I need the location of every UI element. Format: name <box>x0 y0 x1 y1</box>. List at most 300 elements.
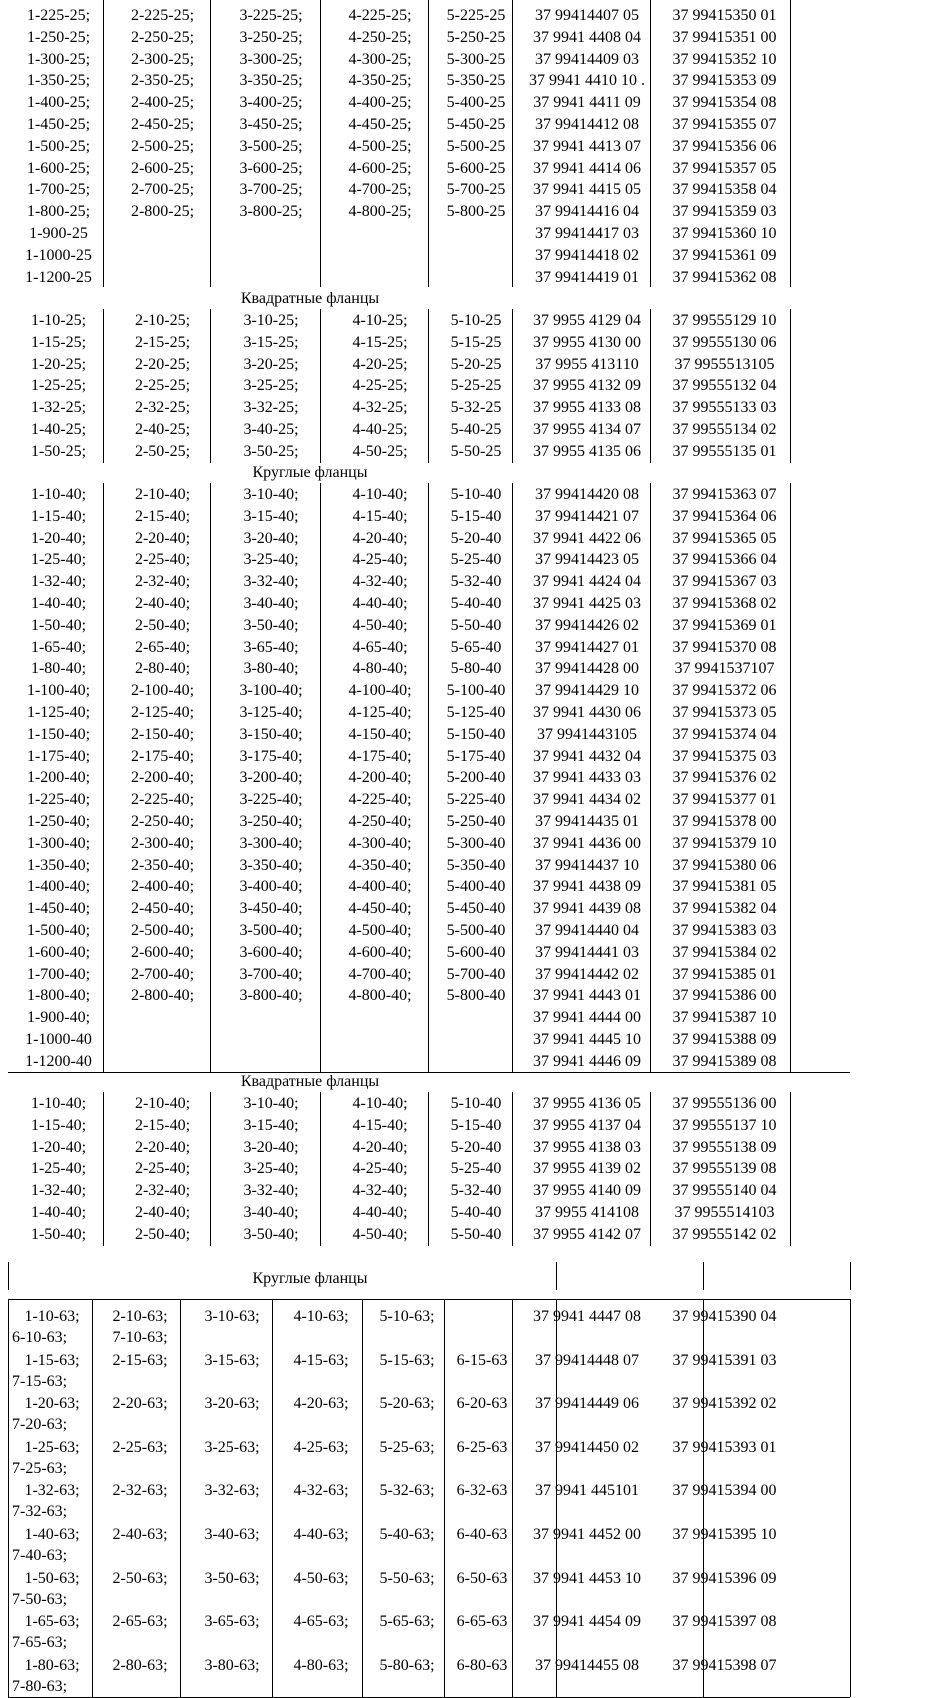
code-cell: 37 99555138 09 <box>672 1138 777 1156</box>
designation-cell: 3-125-40; <box>239 704 303 721</box>
designation-cell: 5-65-63; <box>379 1613 435 1631</box>
designation-cell: 2-20-40; <box>134 529 191 547</box>
code-cell: 37 99415395 10 <box>672 1526 777 1543</box>
designation-cell: 3-20-40; <box>243 1138 299 1156</box>
code-cell: 37 9955 4134 07 <box>533 421 641 438</box>
designation-cell: 2-32-40; <box>134 1182 191 1200</box>
designation-cell: 4-800-40; <box>348 987 412 1005</box>
designation-cell: 4-500-40; <box>348 922 412 939</box>
designation-cell: 4-40-25; <box>352 421 408 438</box>
designation-cell: 5-450-25 <box>446 116 506 133</box>
designation-cell: 3-300-40; <box>239 834 303 852</box>
designation-cell: 5-25-25 <box>450 377 502 395</box>
designation-cell: 4-225-25; <box>348 7 412 24</box>
code-cell: 37 99414455 08 <box>535 1656 639 1674</box>
code-cell: 37 99415393 01 <box>672 1438 777 1456</box>
designation-cell: 1-20-63; <box>24 1395 80 1413</box>
designation-cell: 2-15-40; <box>134 1116 191 1134</box>
designation-cell: 4-25-63; <box>293 1438 349 1456</box>
code-cell: 37 99415382 04 <box>672 900 777 918</box>
designation-cell: 2-10-63; <box>112 1308 168 1325</box>
column-rule <box>444 1299 445 1697</box>
designation-cell: 4-25-40; <box>352 1160 408 1178</box>
designation-cell: 4-175-40; <box>348 747 412 765</box>
designation-cell: 2-25-63; <box>112 1438 168 1456</box>
designation-cell: 3-250-40; <box>239 813 303 830</box>
designation-cell: 5-32-40 <box>450 573 502 591</box>
designation-cell: 3-32-40; <box>243 573 299 591</box>
code-cell: 37 99414442 02 <box>535 965 639 983</box>
designation-cell: 6-65-63 <box>456 1613 508 1631</box>
code-cell: 37 99555129 10 <box>672 312 777 329</box>
code-cell: 37 99414419 01 <box>535 268 639 286</box>
designation-cell: 5-600-40 <box>446 943 506 961</box>
section-title: Круглые фланцы <box>252 1270 368 1287</box>
code-cell: 37 99415394 00 <box>672 1482 777 1500</box>
code-cell: 37 9955 4142 07 <box>533 1225 641 1243</box>
code-cell: 37 99415388 09 <box>672 1031 777 1048</box>
designation-cell: 6-80-63 <box>456 1656 508 1674</box>
designation-cell: 4-450-25; <box>348 116 412 133</box>
designation-cell: 4-20-40; <box>352 529 408 547</box>
designation-cell: 5-40-40 <box>450 595 502 612</box>
designation-cell: 5-100-40 <box>446 682 506 700</box>
designation-cell: 5-800-25 <box>446 203 506 221</box>
designation-cell: 1-15-63; <box>24 1351 80 1369</box>
designation-cell: 2-50-25; <box>134 442 191 460</box>
code-cell: 37 99415391 03 <box>672 1351 777 1369</box>
code-cell: 37 9941 4445 10 <box>533 1031 641 1048</box>
designation-cell: 5-20-25 <box>450 355 502 373</box>
designation-cell: 2-600-25; <box>130 159 195 177</box>
code-cell: 37 99414423 05 <box>535 551 639 569</box>
section-title: Квадратные фланцы <box>240 1073 380 1090</box>
designation-cell: 3-32-63; <box>204 1482 260 1500</box>
designation-cell: 3-80-40; <box>243 660 299 678</box>
designation-cell: 1-50-40; <box>30 616 87 634</box>
designation-cell: 3-800-25; <box>239 203 303 221</box>
designation-cell: 1-1200-25 <box>25 268 92 286</box>
designation-cell: 5-225-40 <box>446 791 506 809</box>
designation-cell: 3-350-25; <box>239 72 303 90</box>
designation-cell: 2-80-63; <box>112 1656 168 1674</box>
code-cell: 37 9941 4444 00 <box>533 1009 641 1027</box>
designation-cell: 5-500-25 <box>446 137 506 155</box>
designation-cell: 5-300-25 <box>446 50 506 68</box>
designation-cell: 5-225-25 <box>446 7 506 24</box>
designation-cell: 7-25-63; <box>12 1459 68 1477</box>
designation-cell: 1-32-40; <box>30 1182 87 1200</box>
designation-cell: 3-65-40; <box>243 638 299 656</box>
designation-cell: 2-25-40; <box>134 551 191 569</box>
column-rule <box>512 1092 513 1246</box>
designation-cell: 7-32-63; <box>12 1503 68 1521</box>
designation-cell: 5-250-25 <box>446 28 506 46</box>
designation-cell: 3-15-63; <box>204 1351 260 1369</box>
designation-cell: 5-10-40 <box>450 486 502 503</box>
designation-cell: 2-10-25; <box>134 312 191 329</box>
column-rule <box>8 1262 9 1290</box>
designation-cell: 2-450-40; <box>130 900 195 918</box>
column-rule <box>512 1299 513 1697</box>
code-cell: 37 99415356 06 <box>672 137 777 155</box>
designation-cell: 3-50-25; <box>243 442 299 460</box>
designation-cell: 1-400-25; <box>26 94 91 112</box>
designation-cell: 4-300-25; <box>348 50 412 68</box>
designation-cell: 4-40-40; <box>352 1204 408 1221</box>
designation-cell: 3-350-40; <box>239 856 303 874</box>
designation-cell: 4-150-40; <box>348 725 412 743</box>
designation-cell: 2-50-40; <box>134 1225 191 1243</box>
code-cell: 37 99415362 08 <box>672 268 777 286</box>
designation-cell: 1-125-40; <box>26 704 91 721</box>
designation-cell: 3-15-40; <box>243 507 299 525</box>
designation-cell: 3-200-40; <box>239 769 303 787</box>
designation-cell: 3-25-63; <box>204 1438 260 1456</box>
code-cell: 37 9941 4430 06 <box>533 704 641 721</box>
code-cell: 37 99415389 08 <box>672 1052 777 1070</box>
code-cell: 37 99415380 06 <box>672 856 777 874</box>
designation-cell: 5-32-63; <box>379 1482 435 1500</box>
designation-cell: 3-450-25; <box>239 116 303 133</box>
column-rule <box>650 0 651 287</box>
column-rule <box>210 0 211 287</box>
designation-cell: 1-25-40; <box>30 551 87 569</box>
designation-cell: 4-32-25; <box>352 399 408 417</box>
code-cell: 37 99414407 05 <box>535 7 639 24</box>
designation-cell: 5-10-25 <box>450 312 502 329</box>
code-cell: 37 99415366 04 <box>672 551 777 569</box>
code-cell: 37 9955 4132 09 <box>533 377 641 395</box>
designation-cell: 1-20-25; <box>30 355 87 373</box>
designation-cell: 2-500-25; <box>130 137 195 155</box>
designation-cell: 2-700-25; <box>130 181 195 199</box>
code-cell: 37 99415352 10 <box>672 50 777 68</box>
designation-cell: 3-50-63; <box>204 1569 260 1587</box>
designation-cell: 2-65-63; <box>112 1613 168 1631</box>
designation-cell: 1-15-40; <box>30 1116 87 1134</box>
designation-cell: 5-250-40 <box>446 813 506 830</box>
column-rule <box>272 1299 273 1697</box>
designation-cell: 1-150-40; <box>26 725 91 743</box>
code-cell: 37 9941 4446 09 <box>533 1052 641 1070</box>
code-cell: 37 99415365 05 <box>672 529 777 547</box>
code-cell: 37 99555142 02 <box>672 1225 777 1243</box>
designation-cell: 3-20-40; <box>243 529 299 547</box>
designation-cell: 1-800-25; <box>26 203 91 221</box>
designation-cell: 3-40-63; <box>204 1526 260 1543</box>
designation-cell: 6-10-63; <box>12 1329 68 1346</box>
designation-cell: 4-800-25; <box>348 203 412 221</box>
designation-cell: 2-225-25; <box>130 7 195 24</box>
designation-cell: 3-10-25; <box>243 312 299 329</box>
designation-cell: 1-300-25; <box>26 50 91 68</box>
designation-cell: 2-40-40; <box>134 595 191 612</box>
column-rule <box>790 483 791 1072</box>
code-cell: 37 99555133 03 <box>672 399 777 417</box>
designation-cell: 2-300-25; <box>130 50 195 68</box>
designation-cell: 3-80-63; <box>204 1656 260 1674</box>
designation-cell: 5-25-40 <box>450 551 502 569</box>
code-cell: 37 9941537107 <box>674 660 775 678</box>
code-cell: 37 99415360 10 <box>672 225 777 242</box>
designation-cell: 1-32-40; <box>30 573 87 591</box>
designation-cell: 2-20-25; <box>134 355 191 373</box>
designation-cell: 5-80-63; <box>379 1656 435 1674</box>
code-cell: 37 99414428 00 <box>535 660 639 678</box>
code-cell: 37 9941 4425 03 <box>533 595 641 612</box>
code-cell: 37 9941 4432 04 <box>533 747 641 765</box>
designation-cell: 4-20-25; <box>352 355 408 373</box>
code-cell: 37 99415386 00 <box>672 987 777 1005</box>
designation-cell: 4-50-25; <box>352 442 408 460</box>
code-cell: 37 99415367 03 <box>672 573 777 591</box>
designation-cell: 2-250-25; <box>130 28 195 46</box>
code-cell: 37 9941 4434 02 <box>533 791 641 809</box>
designation-cell: 3-300-25; <box>239 50 303 68</box>
code-cell: 37 9941 4424 04 <box>533 573 641 591</box>
designation-cell: 2-15-40; <box>134 507 191 525</box>
designation-cell: 5-300-40 <box>446 834 506 852</box>
designation-cell: 5-15-63; <box>379 1351 435 1369</box>
column-rule <box>8 1299 9 1697</box>
designation-cell: 2-350-25; <box>130 72 195 90</box>
designation-cell: 1-225-25; <box>26 7 91 24</box>
code-cell: 37 9941443105 <box>537 725 637 743</box>
code-cell: 37 9941 4453 10 <box>533 1569 641 1587</box>
designation-cell: 2-600-40; <box>130 943 195 961</box>
code-cell: 37 99414435 01 <box>535 813 639 830</box>
designation-cell: 2-40-40; <box>134 1204 191 1221</box>
designation-cell: 5-400-40 <box>446 878 506 896</box>
designation-cell: 2-400-40; <box>130 878 195 896</box>
code-cell: 37 9955 413110 <box>535 355 639 373</box>
designation-cell: 1-80-40; <box>30 660 87 678</box>
designation-cell: 4-125-40; <box>348 704 412 721</box>
designation-cell: 1-80-63; <box>24 1656 80 1674</box>
designation-cell: 7-80-63; <box>12 1677 68 1695</box>
designation-cell: 1-1000-25 <box>25 246 92 264</box>
code-cell: 37 99415383 03 <box>672 922 777 939</box>
designation-cell: 1-32-25; <box>30 399 87 417</box>
designation-cell: 2-15-25; <box>134 333 191 351</box>
designation-cell: 4-200-40; <box>348 769 412 787</box>
code-cell: 37 99414418 02 <box>535 246 639 264</box>
designation-cell: 4-32-40; <box>352 573 408 591</box>
designation-cell: 7-20-63; <box>12 1416 68 1434</box>
designation-cell: 2-10-40; <box>134 1095 191 1112</box>
designation-cell: 1-250-25; <box>26 28 91 46</box>
column-rule <box>512 483 513 1072</box>
designation-cell: 4-15-40; <box>352 1116 408 1134</box>
column-rule <box>556 1262 557 1290</box>
designation-cell: 3-450-40; <box>239 900 303 918</box>
designation-cell: 5-350-25 <box>446 72 506 90</box>
designation-cell: 1-300-40; <box>26 834 91 852</box>
designation-cell: 4-32-40; <box>352 1182 408 1200</box>
designation-cell: 1-50-63; <box>24 1569 80 1587</box>
designation-cell: 5-32-25 <box>450 399 502 417</box>
designation-cell: 2-400-25; <box>130 94 195 112</box>
designation-cell: 2-125-40; <box>130 704 195 721</box>
code-cell: 37 99414416 04 <box>535 203 639 221</box>
designation-cell: 2-15-63; <box>112 1351 168 1369</box>
designation-cell: 1-10-40; <box>30 1095 87 1112</box>
column-rule <box>103 309 104 463</box>
designation-cell: 4-65-63; <box>293 1613 349 1631</box>
designation-cell: 3-20-25; <box>243 355 299 373</box>
column-rule <box>512 0 513 287</box>
code-cell: 37 99555140 04 <box>672 1182 777 1200</box>
designation-cell: 1-350-40; <box>26 856 91 874</box>
designation-cell: 4-225-40; <box>348 791 412 809</box>
code-cell: 37 99414448 07 <box>535 1351 639 1369</box>
code-cell: 37 99415378 00 <box>672 813 777 830</box>
designation-cell: 4-10-25; <box>352 312 408 329</box>
designation-cell: 2-32-40; <box>134 573 191 591</box>
designation-cell: 5-40-63; <box>379 1526 435 1543</box>
designation-cell: 2-32-25; <box>134 399 191 417</box>
designation-cell: 1-450-40; <box>26 900 91 918</box>
designation-cell: 4-40-40; <box>352 595 408 612</box>
column-rule <box>850 1262 851 1290</box>
designation-cell: 2-250-40; <box>130 813 195 830</box>
designation-cell: 1-25-25; <box>30 377 87 395</box>
designation-cell: 2-100-40; <box>130 682 195 700</box>
designation-cell: 3-700-25; <box>239 181 303 199</box>
designation-cell: 1-65-63; <box>24 1613 80 1631</box>
designation-cell: 6-40-63 <box>456 1526 508 1543</box>
code-cell: 37 99415359 03 <box>672 203 777 221</box>
column-rule <box>428 483 429 1072</box>
designation-cell: 4-50-40; <box>352 1225 408 1243</box>
designation-cell: 4-50-40; <box>352 616 408 634</box>
designation-cell: 1-700-40; <box>26 965 91 983</box>
column-rule <box>650 483 651 1072</box>
designation-cell: 5-20-40 <box>450 529 502 547</box>
code-cell: 37 99414440 04 <box>535 922 639 939</box>
designation-cell: 4-10-63; <box>293 1308 349 1325</box>
designation-cell: 3-400-40; <box>239 878 303 896</box>
column-rule <box>850 1299 851 1697</box>
designation-cell: 3-10-40; <box>243 486 299 503</box>
code-cell: 37 9941 4443 01 <box>533 987 641 1005</box>
designation-cell: 1-40-40; <box>30 1204 87 1221</box>
designation-cell: 5-20-40 <box>450 1138 502 1156</box>
designation-cell: 5-50-40 <box>450 616 502 634</box>
designation-cell: 2-20-40; <box>134 1138 191 1156</box>
designation-cell: 5-15-40 <box>450 507 502 525</box>
code-cell: 37 99415375 03 <box>672 747 777 765</box>
code-cell: 37 9955514103 <box>674 1204 775 1221</box>
code-cell: 37 9941 4414 06 <box>533 159 641 177</box>
designation-cell: 3-150-40; <box>239 725 303 743</box>
designation-cell: 5-450-40 <box>446 900 506 918</box>
designation-cell: 1-25-40; <box>30 1160 87 1178</box>
section-title: Квадратные фланцы <box>240 290 380 307</box>
designation-cell: 4-32-63; <box>293 1482 349 1500</box>
code-cell: 37 9955 4139 02 <box>533 1160 641 1178</box>
designation-cell: 2-800-25; <box>130 203 195 221</box>
designation-cell: 6-50-63 <box>456 1569 508 1587</box>
code-cell: 37 99414441 03 <box>535 943 639 961</box>
column-rule <box>320 1092 321 1246</box>
code-cell: 37 99555130 06 <box>672 333 777 351</box>
designation-cell: 1-10-25; <box>30 312 87 329</box>
designation-cell: 3-15-25; <box>243 333 299 351</box>
designation-cell: 5-50-25 <box>450 442 502 460</box>
designation-cell: 2-225-40; <box>130 791 195 809</box>
designation-cell: 4-15-25; <box>352 333 408 351</box>
code-cell: 37 99415396 09 <box>672 1569 777 1587</box>
designation-cell: 4-250-25; <box>348 28 412 46</box>
column-rule <box>180 1299 181 1697</box>
column-rule <box>790 309 791 463</box>
designation-cell: 1-50-25; <box>30 442 87 460</box>
designation-cell: 3-500-25; <box>239 137 303 155</box>
designation-cell: 3-225-40; <box>239 791 303 809</box>
code-cell: 37 9941 4452 00 <box>533 1526 641 1543</box>
column-rule <box>320 309 321 463</box>
designation-cell: 2-500-40; <box>130 922 195 939</box>
designation-cell: 1-900-40; <box>26 1009 91 1027</box>
designation-cell: 3-700-40; <box>239 965 303 983</box>
designation-cell: 1-1000-40 <box>25 1031 92 1048</box>
designation-cell: 3-25-40; <box>243 1160 299 1178</box>
designation-cell: 5-500-40 <box>446 922 506 939</box>
designation-cell: 5-50-40 <box>450 1225 502 1243</box>
designation-cell: 3-50-40; <box>243 616 299 634</box>
designation-cell: 2-350-40; <box>130 856 195 874</box>
code-cell: 37 9955 4138 03 <box>533 1138 641 1156</box>
code-cell: 37 9941 4413 07 <box>533 137 641 155</box>
designation-cell: 5-700-40 <box>446 965 506 983</box>
designation-cell: 3-100-40; <box>239 682 303 700</box>
code-cell: 37 99555134 02 <box>672 421 777 438</box>
code-cell: 37 99415372 06 <box>672 682 777 700</box>
designation-cell: 1-100-40; <box>26 682 91 700</box>
code-cell: 37 9955 4136 05 <box>533 1095 641 1112</box>
code-cell: 37 99415373 05 <box>672 704 777 721</box>
designation-cell: 1-600-25; <box>26 159 91 177</box>
column-rule <box>650 1092 651 1246</box>
designation-cell: 4-50-63; <box>293 1569 349 1587</box>
code-cell: 37 99415392 02 <box>672 1395 777 1413</box>
code-cell: 37 9941 4422 06 <box>533 529 641 547</box>
designation-cell: 3-40-40; <box>243 1204 299 1221</box>
designation-cell: 2-10-40; <box>134 486 191 503</box>
designation-cell: 3-250-25; <box>239 28 303 46</box>
designation-cell: 2-50-40; <box>134 616 191 634</box>
code-cell: 37 99414409 03 <box>535 50 639 68</box>
code-cell: 37 99555136 00 <box>672 1095 777 1112</box>
code-cell: 37 99415385 01 <box>672 965 777 983</box>
designation-cell: 3-25-25; <box>243 377 299 395</box>
code-cell: 37 99415364 06 <box>672 507 777 525</box>
designation-cell: 4-450-40; <box>348 900 412 918</box>
column-rule <box>362 1299 363 1697</box>
designation-cell: 7-50-63; <box>12 1590 68 1608</box>
code-cell: 37 99555135 01 <box>672 442 777 460</box>
code-cell: 37 9941 4433 03 <box>533 769 641 787</box>
designation-cell: 4-65-40; <box>352 638 408 656</box>
designation-cell: 4-250-40; <box>348 813 412 830</box>
column-rule <box>320 483 321 1072</box>
designation-cell: 1-175-40; <box>26 747 91 765</box>
designation-cell: 2-65-40; <box>134 638 191 656</box>
code-cell: 37 99415381 05 <box>672 878 777 896</box>
designation-cell: 4-600-40; <box>348 943 412 961</box>
